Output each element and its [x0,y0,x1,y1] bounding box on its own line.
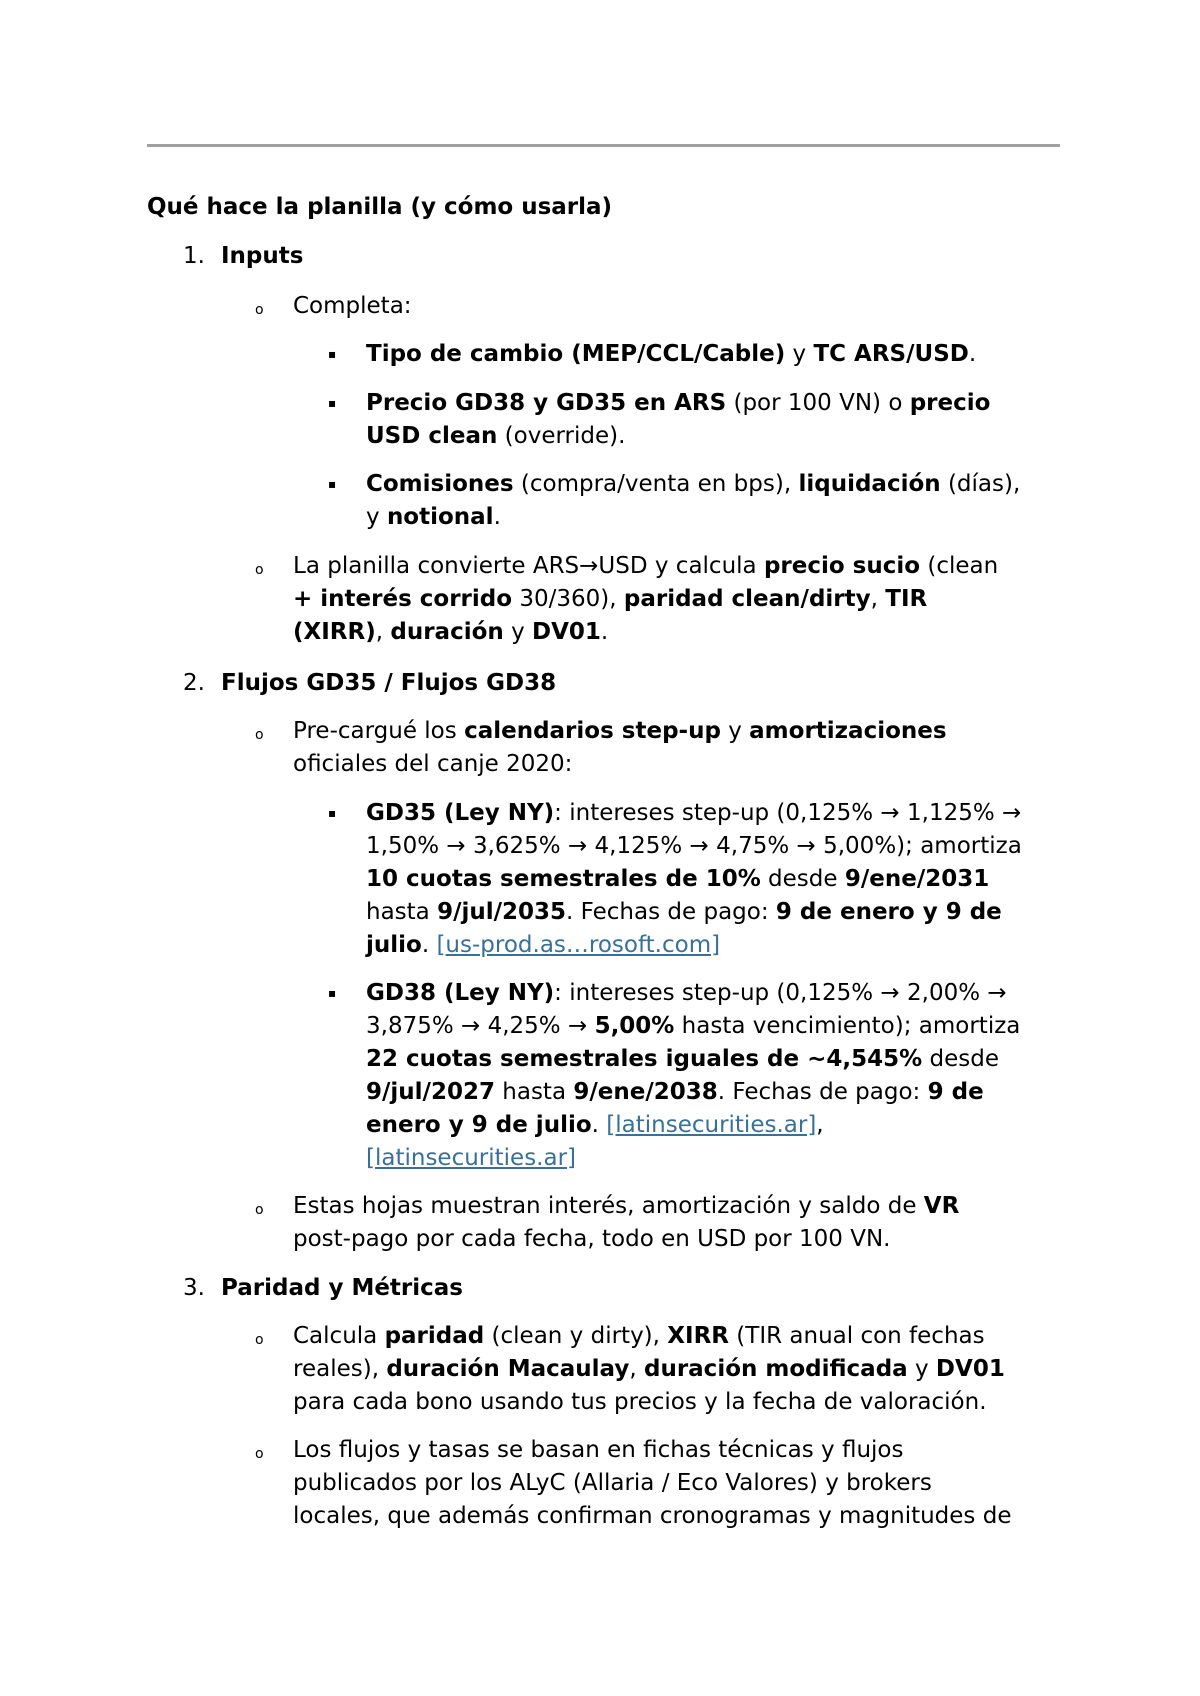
square-bullet-icon: ▪ [328,806,337,820]
text-line: reales), duración Macaulay, duración modificada y DV01 [293,1356,1005,1382]
square-bullet-icon: ▪ [328,347,337,361]
text-line: + interés corrido 30/360), paridad clean/dirty, TIR [293,586,928,612]
text-line: 9/jul/2027 hasta 9/ene/2038. Fechas de pago: 9 de [366,1079,984,1105]
source-link[interactable]: [latinsecurities.ar] [606,1112,817,1138]
section-title: Inputs [221,243,304,269]
circle-bullet-icon: o [255,1332,264,1348]
text-line: 22 cuotas semestrales iguales de ~4,545% desde [366,1046,999,1072]
circle-bullet-icon: o [255,562,264,578]
square-bullet-icon: ▪ [328,396,337,410]
source-link[interactable]: [us-prod.as…rosoft.com] [436,932,721,958]
circle-bullet-icon: o [255,727,264,743]
page-title: Qué hace la planilla (y cómo usarla) [147,194,613,220]
circle-bullet-icon: o [255,302,264,318]
section-title: Flujos GD35 / Flujos GD38 [221,670,557,696]
bullet-text: Completa: [293,293,412,319]
text-line: Tipo de cambio (MEP/CCL/Cable) y TC ARS/USD. [366,341,977,367]
text-line: Comisiones (compra/venta en bps), liquidación (días), [366,471,1021,497]
text-line: La planilla convierte ARS→USD y calcula precio sucio (clean [293,553,999,579]
section-title: Paridad y Métricas [221,1275,463,1301]
section-number: 3. [183,1275,205,1301]
section-number: 1. [183,243,205,269]
text-line: 1,50% → 3,625% → 4,125% → 4,75% → 5,00%); amortiza [366,833,1022,859]
text-line: publicados por los ALyC (Allaria / Eco Valores) y brokers [293,1470,932,1496]
text-line: Calcula paridad (clean y dirty), XIRR (TIR anual con fechas [293,1323,985,1349]
text-line: julio. [us-prod.as…rosoft.com] [366,932,721,958]
square-bullet-icon: ▪ [328,477,337,491]
text-line: para cada bono usando tus precios y la fecha de valoración. [293,1389,987,1415]
text-line: oficiales del canje 2020: [293,751,573,777]
text-line: GD35 (Ley NY): intereses step-up (0,125% → 1,125% → [366,800,1022,826]
text-line: enero y 9 de julio. [latinsecurities.ar], [366,1112,824,1138]
text-line: USD clean (override). [366,423,626,449]
source-link[interactable]: [latinsecurities.ar] [366,1145,577,1171]
text-line: (XIRR), duración y DV01. [293,619,609,645]
text-line: 10 cuotas semestrales de 10% desde 9/ene/2031 [366,866,990,892]
text-line: post-pago por cada fecha, todo en USD por 100 VN. [293,1226,891,1252]
text-line: locales, que además confirman cronogramas y magnitudes de [293,1503,1012,1529]
circle-bullet-icon: o [255,1202,264,1218]
text-line: hasta 9/jul/2035. Fechas de pago: 9 de enero y 9 de [366,899,1002,925]
text-line [366,1142,1072,1175]
text-line: Precio GD38 y GD35 en ARS (por 100 VN) o precio [366,390,991,416]
horizontal-rule [147,144,1060,147]
text-line: Los flujos y tasas se basan en fichas técnicas y flujos [293,1437,904,1463]
circle-bullet-icon: o [255,1446,264,1462]
text-line: Estas hojas muestran interés, amortización y saldo de VR [293,1193,960,1219]
section-number: 2. [183,670,205,696]
text-line: GD38 (Ley NY): intereses step-up (0,125% → 2,00% → [366,980,1007,1006]
text-line: 3,875% → 4,25% → 5,00% hasta vencimiento); amortiza [366,1013,1021,1039]
text-line: y notional. [366,504,501,530]
text-line: Pre-cargué los calendarios step-up y amortizaciones [293,718,947,744]
square-bullet-icon: ▪ [328,986,337,1000]
